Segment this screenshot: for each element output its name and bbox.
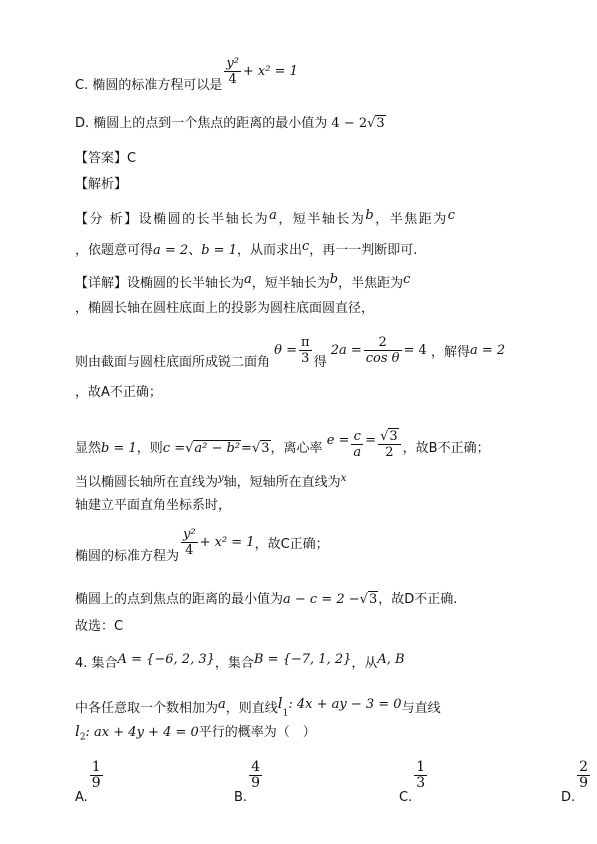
frac-den: 3 bbox=[416, 775, 426, 791]
option-c-rest: + x² = 1 bbox=[242, 64, 298, 79]
two-over-cos bbox=[364, 335, 402, 366]
var-c: c bbox=[403, 272, 411, 287]
sqrt-3: 3 bbox=[368, 592, 378, 607]
text: 显然 bbox=[75, 441, 102, 456]
frac-den: 4 bbox=[185, 543, 194, 558]
eq: + x² = 1 bbox=[199, 535, 255, 550]
text: 则由截面与圆柱底面所成锐二面角 bbox=[75, 355, 271, 370]
var-a: a bbox=[218, 697, 226, 712]
option-d-expr: 4 − 2 bbox=[331, 116, 368, 131]
var-x: x bbox=[340, 473, 347, 484]
text: ，从 bbox=[351, 656, 378, 671]
text: 、 bbox=[188, 243, 202, 258]
option-d: D. 椭圆上的点到一个焦点的距离的最小值为 4 − 2√3 bbox=[75, 116, 385, 131]
option-label: C. bbox=[399, 790, 413, 805]
text: 中各任意取一个数相加为 bbox=[75, 701, 219, 716]
answer-label: 【答案】C bbox=[75, 151, 137, 166]
analysis-label: 【解析】 bbox=[75, 177, 128, 192]
q4-line-2 bbox=[75, 694, 441, 723]
var-b: b bbox=[365, 208, 376, 223]
eq: c = bbox=[162, 441, 186, 456]
option-label: A. bbox=[75, 790, 88, 805]
eq: a = 2 bbox=[469, 343, 506, 358]
var-y: y bbox=[218, 473, 224, 484]
frac-num: 3 bbox=[389, 429, 398, 444]
subscript: 1 bbox=[282, 708, 289, 719]
frac-num: 2 bbox=[364, 335, 402, 351]
xiangjie-line-1 bbox=[75, 271, 410, 293]
option-c-prefix: C. 椭圆的标准方程可以是 bbox=[75, 78, 223, 93]
eq: = bbox=[365, 433, 377, 448]
frac-den: 3 bbox=[301, 351, 310, 366]
text: ，离心率 bbox=[270, 441, 323, 456]
option-d-sqrt: 3 bbox=[376, 116, 385, 131]
fenxi-line-2 bbox=[75, 238, 417, 260]
text: ，短半轴长为 bbox=[278, 212, 366, 227]
option-fraction bbox=[249, 760, 262, 791]
var-a: a bbox=[244, 272, 252, 287]
text: ，半焦距为 bbox=[375, 212, 448, 227]
e-eq: e = bbox=[326, 433, 350, 448]
text: ，则直线 bbox=[225, 701, 278, 716]
text: 与直线 bbox=[401, 701, 441, 716]
text: 椭圆上的点到焦点的距离的最小值为 bbox=[75, 592, 284, 607]
frac-den: 2 bbox=[385, 445, 394, 460]
frac-num: 1 bbox=[91, 759, 101, 775]
text: ，依题意可得 bbox=[75, 243, 154, 258]
text: 4. 集合 bbox=[75, 656, 118, 671]
xiangjie-line-8 bbox=[75, 527, 329, 566]
xiangjie-line-7: 轴建立平面直角坐标系时， bbox=[75, 498, 232, 513]
text: ，集合 bbox=[214, 656, 254, 671]
eq: b = 1 bbox=[201, 243, 237, 258]
var-c: c bbox=[301, 239, 310, 254]
frac-num: 4 bbox=[251, 759, 260, 775]
option-c-fraction bbox=[224, 56, 241, 87]
option-d-prefix: D. 椭圆上的点到一个焦点的距离的最小值为 bbox=[75, 116, 328, 131]
text: ，故B不正确； bbox=[402, 441, 490, 456]
text: ，半焦距为 bbox=[338, 276, 404, 291]
sqrt3-over-2: $\frac{√3}{2}$ bbox=[378, 428, 401, 460]
std-fraction bbox=[181, 527, 198, 558]
q4-line-3 bbox=[75, 722, 316, 747]
xiangjie-line-4: ，故A不正确； bbox=[75, 385, 162, 400]
frac-den: 4 bbox=[228, 72, 237, 87]
xiangjie-line-6 bbox=[75, 470, 346, 492]
option-a-choice[interactable] bbox=[75, 760, 105, 805]
xiangjie-line-2: ，椭圆长轴在圆柱底面上的投影为圆柱底面圆直径， bbox=[75, 301, 375, 316]
var-b: b bbox=[329, 272, 339, 287]
frac-num: 1 bbox=[416, 759, 426, 775]
text: 当以椭圆长轴所在直线为 bbox=[75, 475, 219, 490]
q4-line-1 bbox=[75, 651, 405, 673]
var-c: c bbox=[447, 208, 457, 223]
frac-num: c bbox=[351, 429, 363, 445]
frac-den: 9 bbox=[91, 775, 101, 791]
eq: : ax + 4y + 4 = 0 bbox=[85, 725, 199, 740]
var-a: a bbox=[269, 208, 279, 223]
sqrt-3: 3 bbox=[261, 441, 270, 456]
frac-den: a bbox=[353, 445, 362, 460]
text: ，从而求出 bbox=[236, 243, 302, 258]
eq: : 4x + ay − 3 = 0 bbox=[288, 697, 402, 712]
option-label: D. bbox=[561, 790, 576, 805]
text: ，解得 bbox=[430, 345, 470, 360]
sets-ab: A, B bbox=[377, 652, 405, 667]
option-fraction bbox=[414, 760, 427, 791]
text: ，短半轴长为 bbox=[251, 276, 330, 291]
frac-den: 9 bbox=[251, 775, 260, 791]
text: ，故D不正确. bbox=[378, 592, 458, 607]
text: 【详解】设椭圆的长半轴长为 bbox=[75, 276, 245, 291]
option-b-choice[interactable] bbox=[234, 760, 264, 805]
text: 【分 析】设椭圆的长半轴长为 bbox=[75, 212, 270, 227]
set-a: A = {−6, 2, 3} bbox=[117, 652, 215, 667]
option-label: B. bbox=[234, 790, 248, 805]
line-l1: l bbox=[277, 694, 283, 712]
theta-eq: θ = bbox=[274, 343, 298, 358]
option-fraction bbox=[577, 760, 590, 791]
frac-num: y² bbox=[183, 527, 196, 542]
eq: a − c = 2 − bbox=[283, 592, 360, 607]
frac-den: cos θ bbox=[365, 351, 400, 366]
frac-num: π bbox=[301, 335, 310, 350]
line-l2: l bbox=[75, 722, 80, 740]
frac-num: y² bbox=[226, 56, 239, 71]
frac-den: 9 bbox=[579, 775, 589, 791]
text: ，再一一判断即可. bbox=[309, 243, 418, 258]
choose-line: 故选：C bbox=[75, 619, 124, 634]
text: 轴，短轴所在直线为 bbox=[223, 475, 341, 490]
subscript: 2 bbox=[79, 732, 86, 743]
fenxi-line-1 bbox=[75, 207, 457, 229]
c-over-a bbox=[351, 429, 363, 460]
text: 平行的概率为（ ） bbox=[198, 725, 316, 740]
xiangjie-line-3 bbox=[75, 335, 505, 372]
text: ，则 bbox=[136, 441, 163, 456]
option-d-choice[interactable] bbox=[561, 760, 592, 805]
text: 椭圆的标准方程为 bbox=[75, 549, 180, 564]
sqrt-expr: a² − b² bbox=[194, 441, 241, 456]
set-b: B = {−7, 1, 2} bbox=[253, 652, 352, 667]
frac-num: 2 bbox=[579, 759, 589, 775]
option-c-choice[interactable] bbox=[399, 760, 429, 805]
pi-over-3 bbox=[299, 335, 312, 366]
eq: = bbox=[241, 441, 252, 456]
eq-right: = 4 bbox=[403, 343, 427, 358]
option-fraction bbox=[90, 760, 103, 791]
option-c bbox=[75, 56, 298, 95]
text: 得 bbox=[313, 355, 327, 370]
xiangjie-line-9: 椭圆上的点到焦点的距离的最小值为a − c = 2 −√3，故D不正确. bbox=[75, 592, 458, 607]
eq: b = 1 bbox=[101, 441, 137, 456]
text: ，故C正确； bbox=[254, 537, 329, 552]
eq: a = 2 bbox=[153, 243, 189, 258]
eq-left: 2a = bbox=[330, 343, 362, 358]
xiangjie-line-5: 显然b = 1，则c =√a² − b²=√3，离心率 e = $\frac{c}{a}$ = $\frac{√3}{2}$ ，故B不正确； bbox=[75, 429, 490, 460]
